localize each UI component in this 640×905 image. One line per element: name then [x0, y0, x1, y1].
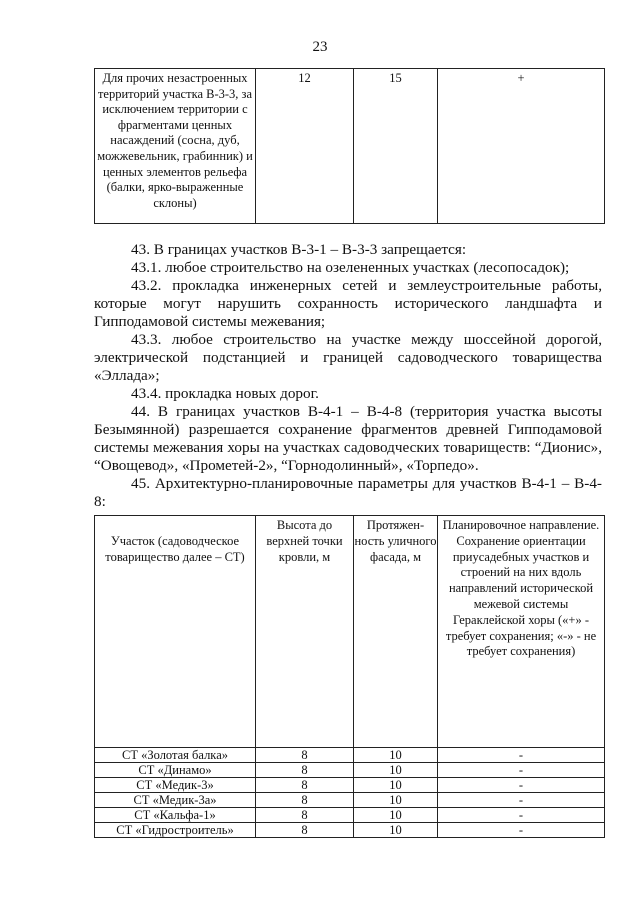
direction-cell: -	[438, 823, 605, 838]
direction-cell: -	[438, 763, 605, 778]
page-number: 23	[312, 39, 328, 55]
paragraph-43-4: 43.4. прокладка новых дорог.	[131, 385, 319, 402]
direction-cell: -	[438, 778, 605, 793]
parameters-table-continued	[94, 68, 605, 224]
length-cell: 10	[354, 823, 438, 838]
direction-cell: -	[438, 748, 605, 763]
height-cell: 8	[256, 763, 354, 778]
length-cell: 10	[354, 763, 438, 778]
site-cell: СТ «Медик-3а»	[95, 793, 256, 808]
table-row	[95, 823, 605, 838]
paragraph-43: 43. В границах участков В-3-1 – В-3-3 запрещается:	[131, 241, 467, 258]
direction-cell: -	[438, 793, 605, 808]
paragraph-45: 45. Архитектурно-планировочные параметры для участков В-4-1 – В-4-8:	[94, 475, 602, 510]
header-site: Участок (садоводческое товарищество далее – СТ)	[95, 516, 256, 748]
height-cell: 8	[256, 748, 354, 763]
length-cell: 10	[354, 808, 438, 823]
length-cell: 10	[354, 793, 438, 808]
height-cell: 8	[256, 793, 354, 808]
height-cell: 12	[256, 69, 354, 224]
paragraph-43-2: 43.2. прокладка инженерных сетей и землеустроительные работы, которые могут нарушить сохранность исторического ландшафта и Гипподамовой системы межевания;	[94, 277, 602, 330]
height-cell: 8	[256, 823, 354, 838]
table-row	[95, 748, 605, 763]
header-length: Протяжен-ность уличного фасада, м	[354, 516, 438, 748]
parameters-table	[94, 515, 605, 838]
direction-cell: +	[438, 69, 605, 224]
length-cell: 15	[354, 69, 438, 224]
table-row	[95, 763, 605, 778]
body-text	[94, 241, 602, 511]
height-cell: 8	[256, 808, 354, 823]
site-cell: Для прочих незастроенных территорий участка В-3-3, за исключением территории с фрагментами ценных насаждений (сосна, дуб, можжевельник, грабинник) и ценных элементов рельефа (балки, ярко-выраженные склоны)	[95, 69, 256, 224]
site-cell: СТ «Динамо»	[95, 763, 256, 778]
table-row	[95, 69, 605, 224]
header-direction: Планировочное направление. Сохранение ориентации приусадебных участков и строений на них вдоль направлений исторической межевой системы Гераклейской хоры («+» - требует сохранения; «-» - не требует сохранения)	[438, 516, 605, 748]
direction-cell: -	[438, 808, 605, 823]
height-cell: 8	[256, 778, 354, 793]
table-row	[95, 778, 605, 793]
paragraph-43-1: 43.1. любое строительство на озелененных участках (лесопосадок);	[131, 259, 570, 276]
site-cell: СТ «Медик-3»	[95, 778, 256, 793]
table-row	[95, 808, 605, 823]
header-height: Высота до верхней точки кровли, м	[256, 516, 354, 748]
site-cell: СТ «Кальфа-1»	[95, 808, 256, 823]
site-cell: СТ «Золотая балка»	[95, 748, 256, 763]
paragraph-43-3: 43.3. любое строительство на участке между шоссейной дорогой, электрической подстанцией и границей садоводческого товарищества «Эллада»;	[94, 331, 602, 384]
table-row	[95, 793, 605, 808]
table-header-row	[95, 516, 605, 748]
length-cell: 10	[354, 748, 438, 763]
length-cell: 10	[354, 778, 438, 793]
site-cell: СТ «Гидростроитель»	[95, 823, 256, 838]
paragraph-44: 44. В границах участков В-4-1 – В-4-8 (территория участка высоты Безымянной) разрешается сохранение фрагментов древней Гипподамовой системы межевания хоры на участках садоводческих товариществ: “Дионис», “Овощевод», «Прометей-2», “Горнодолинный», «Торпедо».	[94, 403, 602, 474]
